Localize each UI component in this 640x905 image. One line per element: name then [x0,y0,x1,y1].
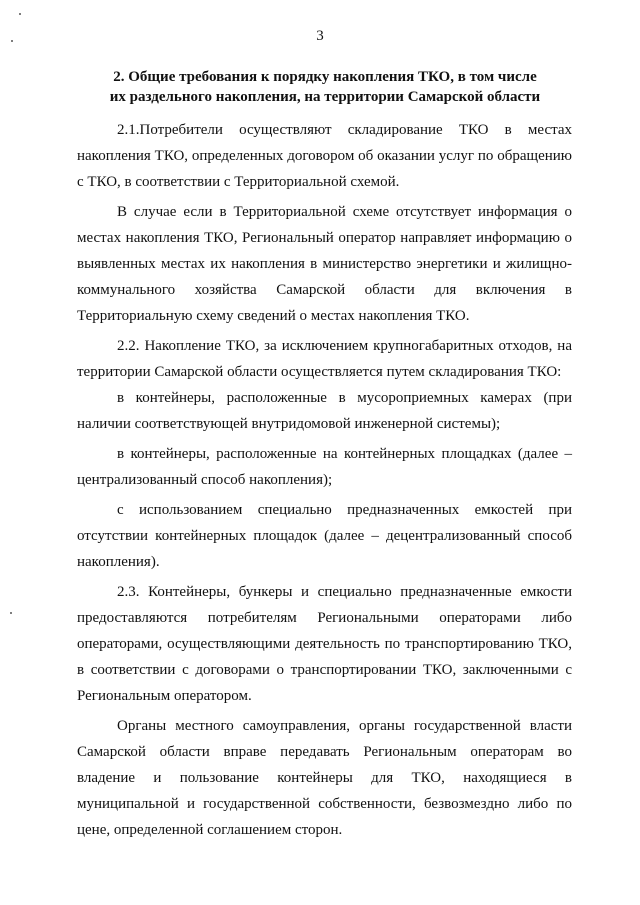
section-heading-line-1: 2. Общие требования к порядку накопления ТКО, в том числе [113,69,537,85]
document-body [77,117,572,847]
paragraph-centralized-method: в контейнеры, расположенные на контейнерных площадках (далее – централизованный способ накопления); [77,446,572,488]
section-heading-line-2: их раздельного накопления, на территории Самарской области [109,89,541,105]
paragraph-2-3: 2.3. Контейнеры, бункеры и специально предназначенные емкости предоставляются потребителям Региональными операторами либо операторами, осуществляющими деятельность по транспортированию ТКО, в соответствии с договорами о транспортировании ТКО, заключенными с Региональным оператором. [77,584,572,704]
page-number: 3 [316,28,324,44]
paragraph-garbage-chamber-containers: в контейнеры, расположенные в мусороприемных камерах (при наличии соответствующей внутридомовой инженерной системы); [77,390,572,432]
paragraph-2-2: 2.2. Накопление ТКО, за исключением крупногабаритных отходов, на территории Самарской области осуществляется путем складирования ТКО: [77,338,572,380]
paragraph-territorial-scheme: В случае если в Территориальной схеме отсутствует информация о местах накопления ТКО, Региональный оператор направляет информацию о выявленных местах их накопления в министерство энергетики и жилищно-коммунального хозяйства Самарской области для включения в Территориальную схему сведений о местах накопления ТКО. [77,204,572,324]
paragraph-local-authorities: Органы местного самоуправления, органы государственной власти Самарской области вправе передавать Региональным операторам во владение и пользование контейнеры для ТКО, находящиеся в муниципальной и государственной собственности, безвозмездно либо по цене, определенной соглашением сторон. [77,718,572,838]
scan-speck [10,612,12,614]
section-heading [70,67,580,107]
paragraph-2-1: 2.1.Потребители осуществляют складирование ТКО в местах накопления ТКО, определенных договором об оказании услуг по обращению с ТКО, в соответствии с Территориальной схемой. [77,122,572,190]
scan-speck [19,13,21,15]
paragraph-decentralized-method: с использованием специально предназначенных емкостей при отсутствии контейнерных площадок (далее – децентрализованный способ накопления). [77,502,572,570]
scan-speck [11,40,13,42]
